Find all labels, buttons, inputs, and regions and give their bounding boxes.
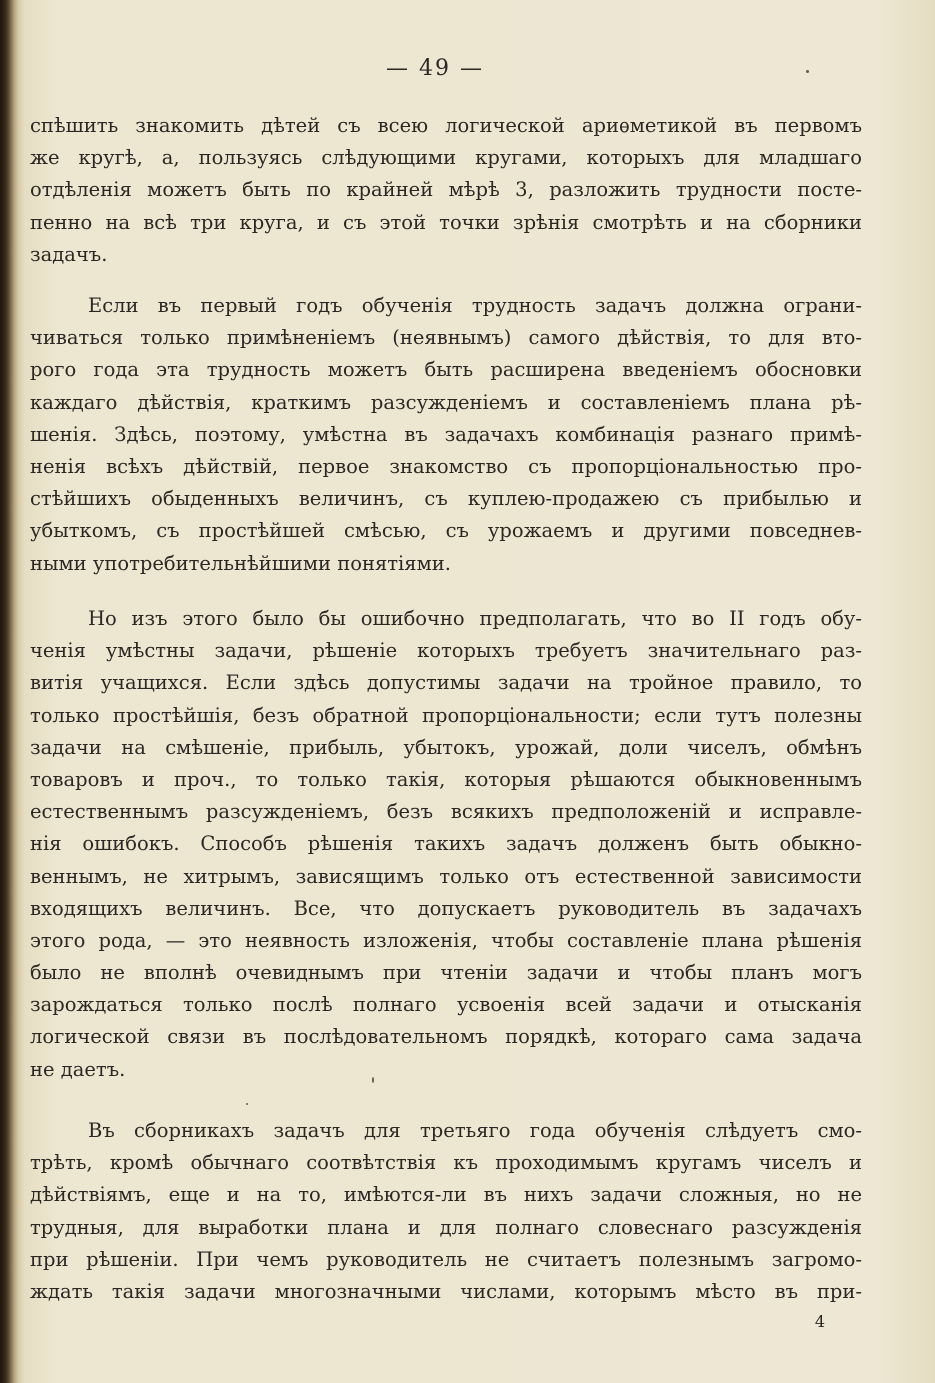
text-line: стѣйшихъ обыденныхъ величинъ, съ куплею-продажею съ прибылью и (30, 487, 862, 511)
text-line: дѣйствіямъ, еще и на то, имѣются-ли въ нихъ задачи сложныя, но не (30, 1183, 862, 1207)
text-line: задачъ. (30, 242, 108, 266)
text-line: чиваться только примѣненіемъ (неявнымъ) самого дѣйствія, то для вто- (30, 326, 862, 350)
text-line: веннымъ, не хитрымъ, зависящимъ только отъ естественной зависимости (30, 864, 862, 888)
text-line: Но изъ этого было бы ошибочно предполагать, что во II годъ обу- (88, 607, 862, 630)
text-line: было не вполнѣ очевиднымъ при чтеніи задачи и чтобы планъ могъ (30, 961, 862, 985)
text-line: отдѣленія можетъ быть по крайней мѣрѣ 3, разложить трудности посте- (30, 178, 862, 202)
printer-signature-mark: 4 (814, 1312, 825, 1331)
text-line: логической связи въ послѣдовательномъ порядкѣ, котораго сама задача (30, 1025, 862, 1049)
paper-speck (806, 70, 809, 73)
text-line: шенія. Здѣсь, поэтому, умѣстна въ задачахъ комбинація разнаго примѣ- (30, 422, 862, 446)
text-line: спѣшить знакомить дѣтей съ всею логической ариѳметикой въ первомъ (30, 114, 862, 137)
paragraph-3 (30, 603, 862, 1086)
text-line: этого рода, — это неявность изложенія, чтобы составленіе плана рѣшенія (30, 928, 862, 952)
paragraph-1 (30, 110, 862, 271)
text-line: естественнымъ разсужденіемъ, безъ всякихъ предположеній и исправле- (30, 800, 862, 824)
paper-speck (246, 1103, 248, 1105)
text-line: убыткомъ, съ простѣйшей смѣсью, съ урожаемъ и другими повседнев- (30, 519, 862, 543)
text-line: нія ошибокъ. Способъ рѣшенія такихъ задачъ долженъ быть обыкно- (30, 832, 862, 856)
text-line: трѣть, кромѣ обычнаго соотвѣтствія къ проходимымъ кругамъ чиселъ и (30, 1151, 862, 1175)
text-line: входящихъ величинъ. Все, что допускаетъ руководитель въ задачахъ (30, 896, 862, 920)
text-line: ждать такія задачи многозначными числами, которымъ мѣсто въ при- (30, 1279, 862, 1303)
paper-speck (372, 1077, 374, 1083)
text-line: трудныя, для выработки плана и для полнаго словеснаго разсужденія (30, 1215, 862, 1239)
paragraph-4 (30, 1115, 862, 1308)
text-line: ными употребительнѣйшими понятіями. (30, 551, 451, 575)
text-line: не даетъ. (30, 1057, 126, 1081)
text-line: только простѣйшія, безъ обратной пропорціональности; если тутъ полезны (30, 703, 862, 727)
binding-shadow (0, 0, 18, 1383)
paragraph-2 (30, 290, 862, 580)
text-line: товаровъ и проч., то только такія, которыя рѣшаются обыкновеннымъ (30, 767, 862, 791)
text-line: каждаго дѣйствія, краткимъ разсужденіемъ и составленіемъ плана рѣ- (30, 390, 862, 414)
text-line: рого года эта трудность можетъ быть расширена введеніемъ обосновки (30, 358, 862, 382)
text-line: зарождаться только послѣ полнаго усвоенія всей задачи и отысканія (30, 993, 862, 1017)
text-line: пенно на всѣ три круга, и съ этой точки зрѣнія смотрѣть и на сборники (30, 210, 862, 234)
page-number: — 49 — (386, 56, 484, 81)
text-line: при рѣшеніи. При чемъ руководитель не считаетъ полезнымъ загромо- (30, 1247, 862, 1271)
text-line: витія учащихся. Если здѣсь допустимы задачи на тройное правило, то (30, 671, 862, 695)
text-line: задачи на смѣшеніе, прибыль, убытокъ, урожай, доли чиселъ, обмѣнъ (30, 735, 862, 759)
text-line: Въ сборникахъ задачъ для третьяго года обученія слѣдуетъ смо- (88, 1119, 862, 1142)
text-line: же кругѣ, а, пользуясь слѣдующими кругами, которыхъ для младшаго (30, 146, 862, 170)
text-line: ненія всѣхъ дѣйствій, первое знакомство съ пропорціональностью про- (30, 454, 862, 478)
text-line: Если въ первый годъ обученія трудность задачъ должна ограни- (88, 294, 862, 317)
text-line: ченія умѣстны задачи, рѣшеніе которыхъ требуетъ значительнаго раз- (30, 639, 862, 663)
